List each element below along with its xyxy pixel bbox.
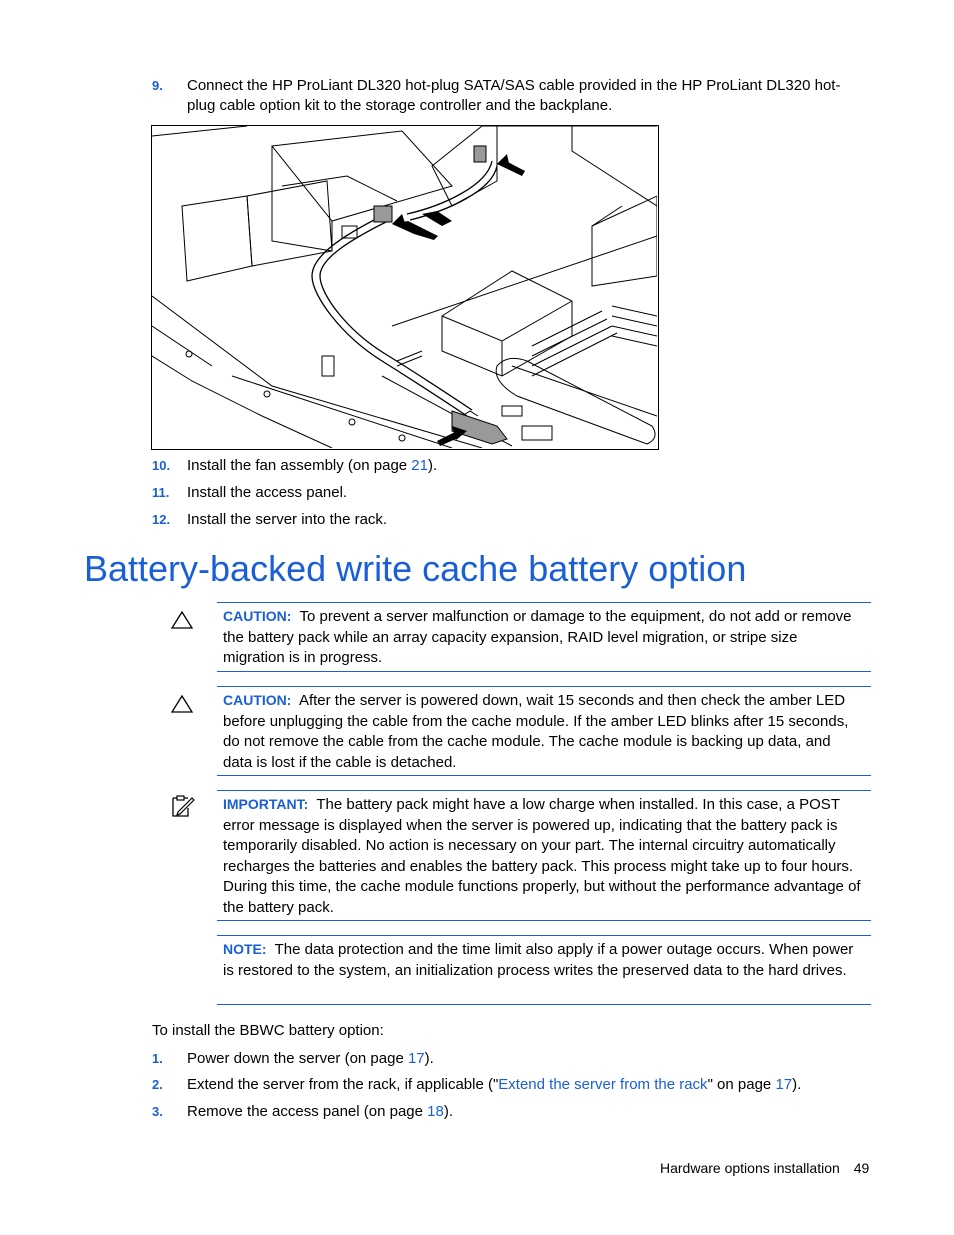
- caution-text: To prevent a server malfunction or damage to the equipment, do not add or remove the battery pack while an array capacity expansion, RAID level migration, or stripe size migration is in progress.: [223, 608, 852, 666]
- section-title: Battery-backed write cache battery option: [84, 548, 747, 589]
- step-number: 12.: [152, 512, 171, 527]
- step-number: 1.: [152, 1051, 163, 1066]
- caution-label: CAUTION:: [223, 692, 292, 708]
- caution-label: CAUTION:: [223, 608, 292, 624]
- step-text: [187, 456, 867, 476]
- server-chassis-illustration: [152, 126, 657, 448]
- step-number: 2.: [152, 1077, 163, 1092]
- step-text: Install the access panel.: [187, 484, 348, 501]
- caution-text: After the server is powered down, wait 15 seconds and then check the amber LED before unplugging the cable from the cache module. If the amber LED blinks after 15 seconds, do not remove the cable from the cache module. The cache module is backing up data, and data is lost if the cable is detached.: [223, 692, 849, 771]
- page-link[interactable]: 18: [427, 1103, 444, 1120]
- step-text-pre: Remove the access panel (on page: [187, 1103, 428, 1120]
- step-text-mid: " on page: [707, 1076, 776, 1093]
- important-clipboard-icon: [170, 794, 196, 818]
- note-label: NOTE:: [223, 941, 267, 957]
- page-link[interactable]: 17: [407, 1050, 425, 1067]
- important-text: The battery pack might have a low charge when installed. In this case, a POST error message is displayed when the server is powered up, indicating that the battery pack is temporarily disabled. No action is necessary on your part. The internal circuitry automatically recharges the batteries and enables the battery pack. This process might take up to four hours. During this time, the cache module functions properly, but without the performance advantage of the battery pack.: [223, 796, 861, 916]
- page-footer: [660, 1158, 869, 1178]
- section-link[interactable]: Extend the server from the rack: [498, 1076, 708, 1093]
- cable-installation-figure: [151, 125, 659, 450]
- step-text-pre: Install the fan assembly (on page: [187, 457, 412, 474]
- step-text-pre: Extend the server from the rack, if applicable (": [187, 1076, 499, 1093]
- caution-triangle-icon: [170, 694, 194, 714]
- step-text-pre: Power down the server (on page: [187, 1050, 408, 1067]
- caution-notice-1: [217, 602, 871, 672]
- step-number: 3.: [152, 1104, 163, 1119]
- page-link[interactable]: 17: [775, 1076, 793, 1093]
- step-text-post: ).: [792, 1076, 802, 1093]
- page-link[interactable]: 21: [411, 457, 428, 474]
- footer-section: Hardware options installation: [660, 1160, 840, 1176]
- important-label: IMPORTANT:: [223, 796, 309, 812]
- caution-notice-2: [217, 686, 871, 776]
- note-notice: [217, 935, 871, 1005]
- step-text: Install the server into the rack.: [187, 511, 388, 528]
- step-text: [187, 1049, 867, 1069]
- step-text-post: ).: [424, 1050, 434, 1067]
- important-notice: [217, 790, 871, 921]
- step-number: 9.: [152, 78, 163, 93]
- page-number: 49: [853, 1160, 870, 1176]
- note-text: The data protection and the time limit also apply if a power outage occurs. When power is restored to the system, an initialization process writes the preserved data to the hard drives.: [223, 941, 854, 979]
- step-text: [187, 1075, 867, 1095]
- step-text: Connect the HP ProLiant DL320 hot-plug SATA/SAS cable provided in the HP ProLiant DL320 hot-plug cable option kit to the storage controller and the backplane.: [187, 77, 841, 114]
- step-number: 10.: [152, 458, 171, 473]
- step-text-post: ).: [427, 457, 438, 474]
- install-intro: To install the BBWC battery option:: [152, 1022, 384, 1039]
- caution-triangle-icon: [170, 610, 194, 630]
- step-text-post: ).: [443, 1103, 454, 1120]
- step-text: [187, 1102, 867, 1122]
- step-number: 11.: [152, 485, 170, 500]
